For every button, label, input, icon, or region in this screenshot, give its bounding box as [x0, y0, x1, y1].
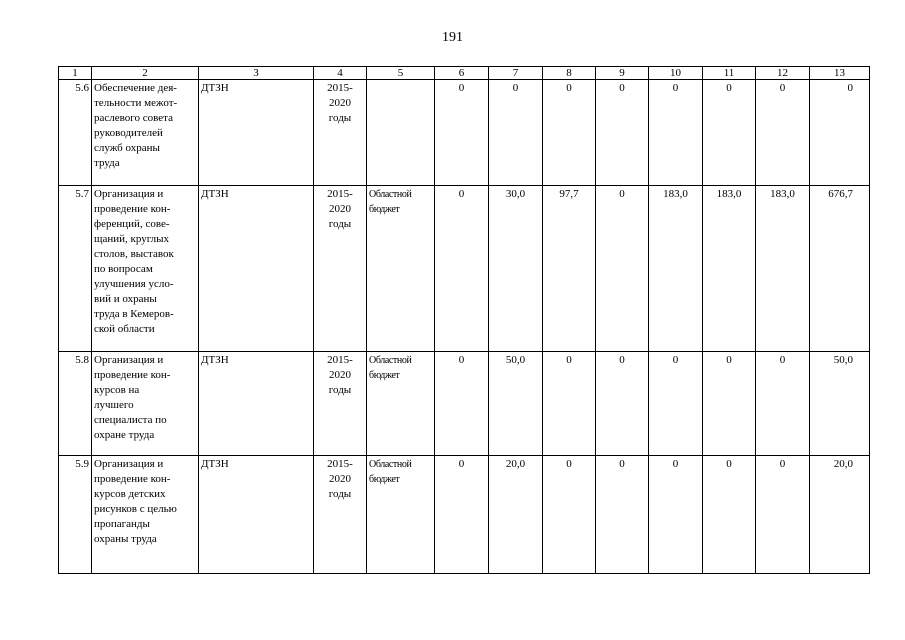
funding-value: 30,0 — [489, 186, 543, 352]
funding-value: 0 — [756, 80, 810, 186]
period: 2015- 2020 годы — [314, 186, 367, 352]
activity-name: Организация и проведение кон- курсов детских рисунков с целью пропаганды охраны труда — [92, 456, 199, 574]
page-number: 191 — [442, 30, 463, 45]
funding-value: 97,7 — [543, 186, 596, 352]
funding-source: Областной бюджет — [367, 352, 435, 456]
column-number: 6 — [435, 67, 489, 80]
column-number: 1 — [59, 67, 92, 80]
funding-value: 0 — [596, 186, 649, 352]
funding-value: 50,0 — [810, 352, 870, 456]
period: 2015- 2020 годы — [314, 352, 367, 456]
funding-value: 0 — [649, 80, 703, 186]
funding-source — [367, 80, 435, 186]
column-number-row — [59, 67, 870, 80]
funding-source: Областной бюджет — [367, 186, 435, 352]
column-number: 8 — [543, 67, 596, 80]
period: 2015- 2020 годы — [314, 456, 367, 574]
row-number: 5.9 — [59, 456, 92, 574]
funding-value: 0 — [703, 352, 756, 456]
funding-value: 0 — [810, 80, 870, 186]
funding-value: 676,7 — [810, 186, 870, 352]
activity-name: Организация и проведение кон- ференций, сове- щаний, круглых столов, выставок по вопросам улучшения усло- вий и охраны труда в Кемеров- ской области — [92, 186, 199, 352]
period: 2015- 2020 годы — [314, 80, 367, 186]
funding-value: 20,0 — [810, 456, 870, 574]
funding-value: 0 — [543, 352, 596, 456]
funding-value: 0 — [703, 456, 756, 574]
table-row — [59, 80, 870, 186]
column-number: 7 — [489, 67, 543, 80]
funding-value: 0 — [756, 352, 810, 456]
funding-value: 0 — [596, 80, 649, 186]
table-row — [59, 456, 870, 574]
column-number: 13 — [810, 67, 870, 80]
funding-value: 183,0 — [756, 186, 810, 352]
column-number: 10 — [649, 67, 703, 80]
funding-value: 20,0 — [489, 456, 543, 574]
activity-name: Обеспечение дея- тельности межот- раслевого совета руководителей служб охраны труда — [92, 80, 199, 186]
activity-name: Организация и проведение кон- курсов на лучшего специалиста по охране труда — [92, 352, 199, 456]
funding-value: 0 — [703, 80, 756, 186]
column-number: 3 — [199, 67, 314, 80]
funding-value: 0 — [756, 456, 810, 574]
funding-value: 183,0 — [703, 186, 756, 352]
funding-value: 0 — [435, 456, 489, 574]
funding-value: 0 — [649, 456, 703, 574]
executor: ДТЗН — [199, 456, 314, 574]
funding-value: 0 — [489, 80, 543, 186]
funding-value: 0 — [649, 352, 703, 456]
funding-value: 0 — [543, 456, 596, 574]
funding-value: 183,0 — [649, 186, 703, 352]
funding-value: 50,0 — [489, 352, 543, 456]
column-number: 12 — [756, 67, 810, 80]
funding-value: 0 — [435, 80, 489, 186]
funding-value: 0 — [596, 456, 649, 574]
row-number: 5.6 — [59, 80, 92, 186]
funding-value: 0 — [435, 352, 489, 456]
executor: ДТЗН — [199, 186, 314, 352]
funding-value: 0 — [596, 352, 649, 456]
executor: ДТЗН — [199, 352, 314, 456]
row-number: 5.8 — [59, 352, 92, 456]
funding-source: Областной бюджет — [367, 456, 435, 574]
row-number: 5.7 — [59, 186, 92, 352]
column-number: 9 — [596, 67, 649, 80]
column-number: 2 — [92, 67, 199, 80]
executor: ДТЗН — [199, 80, 314, 186]
column-number: 4 — [314, 67, 367, 80]
funding-value: 0 — [543, 80, 596, 186]
program-activities-table — [58, 66, 870, 574]
table-row — [59, 352, 870, 456]
funding-value: 0 — [435, 186, 489, 352]
column-number: 11 — [703, 67, 756, 80]
column-number: 5 — [367, 67, 435, 80]
table-row — [59, 186, 870, 352]
